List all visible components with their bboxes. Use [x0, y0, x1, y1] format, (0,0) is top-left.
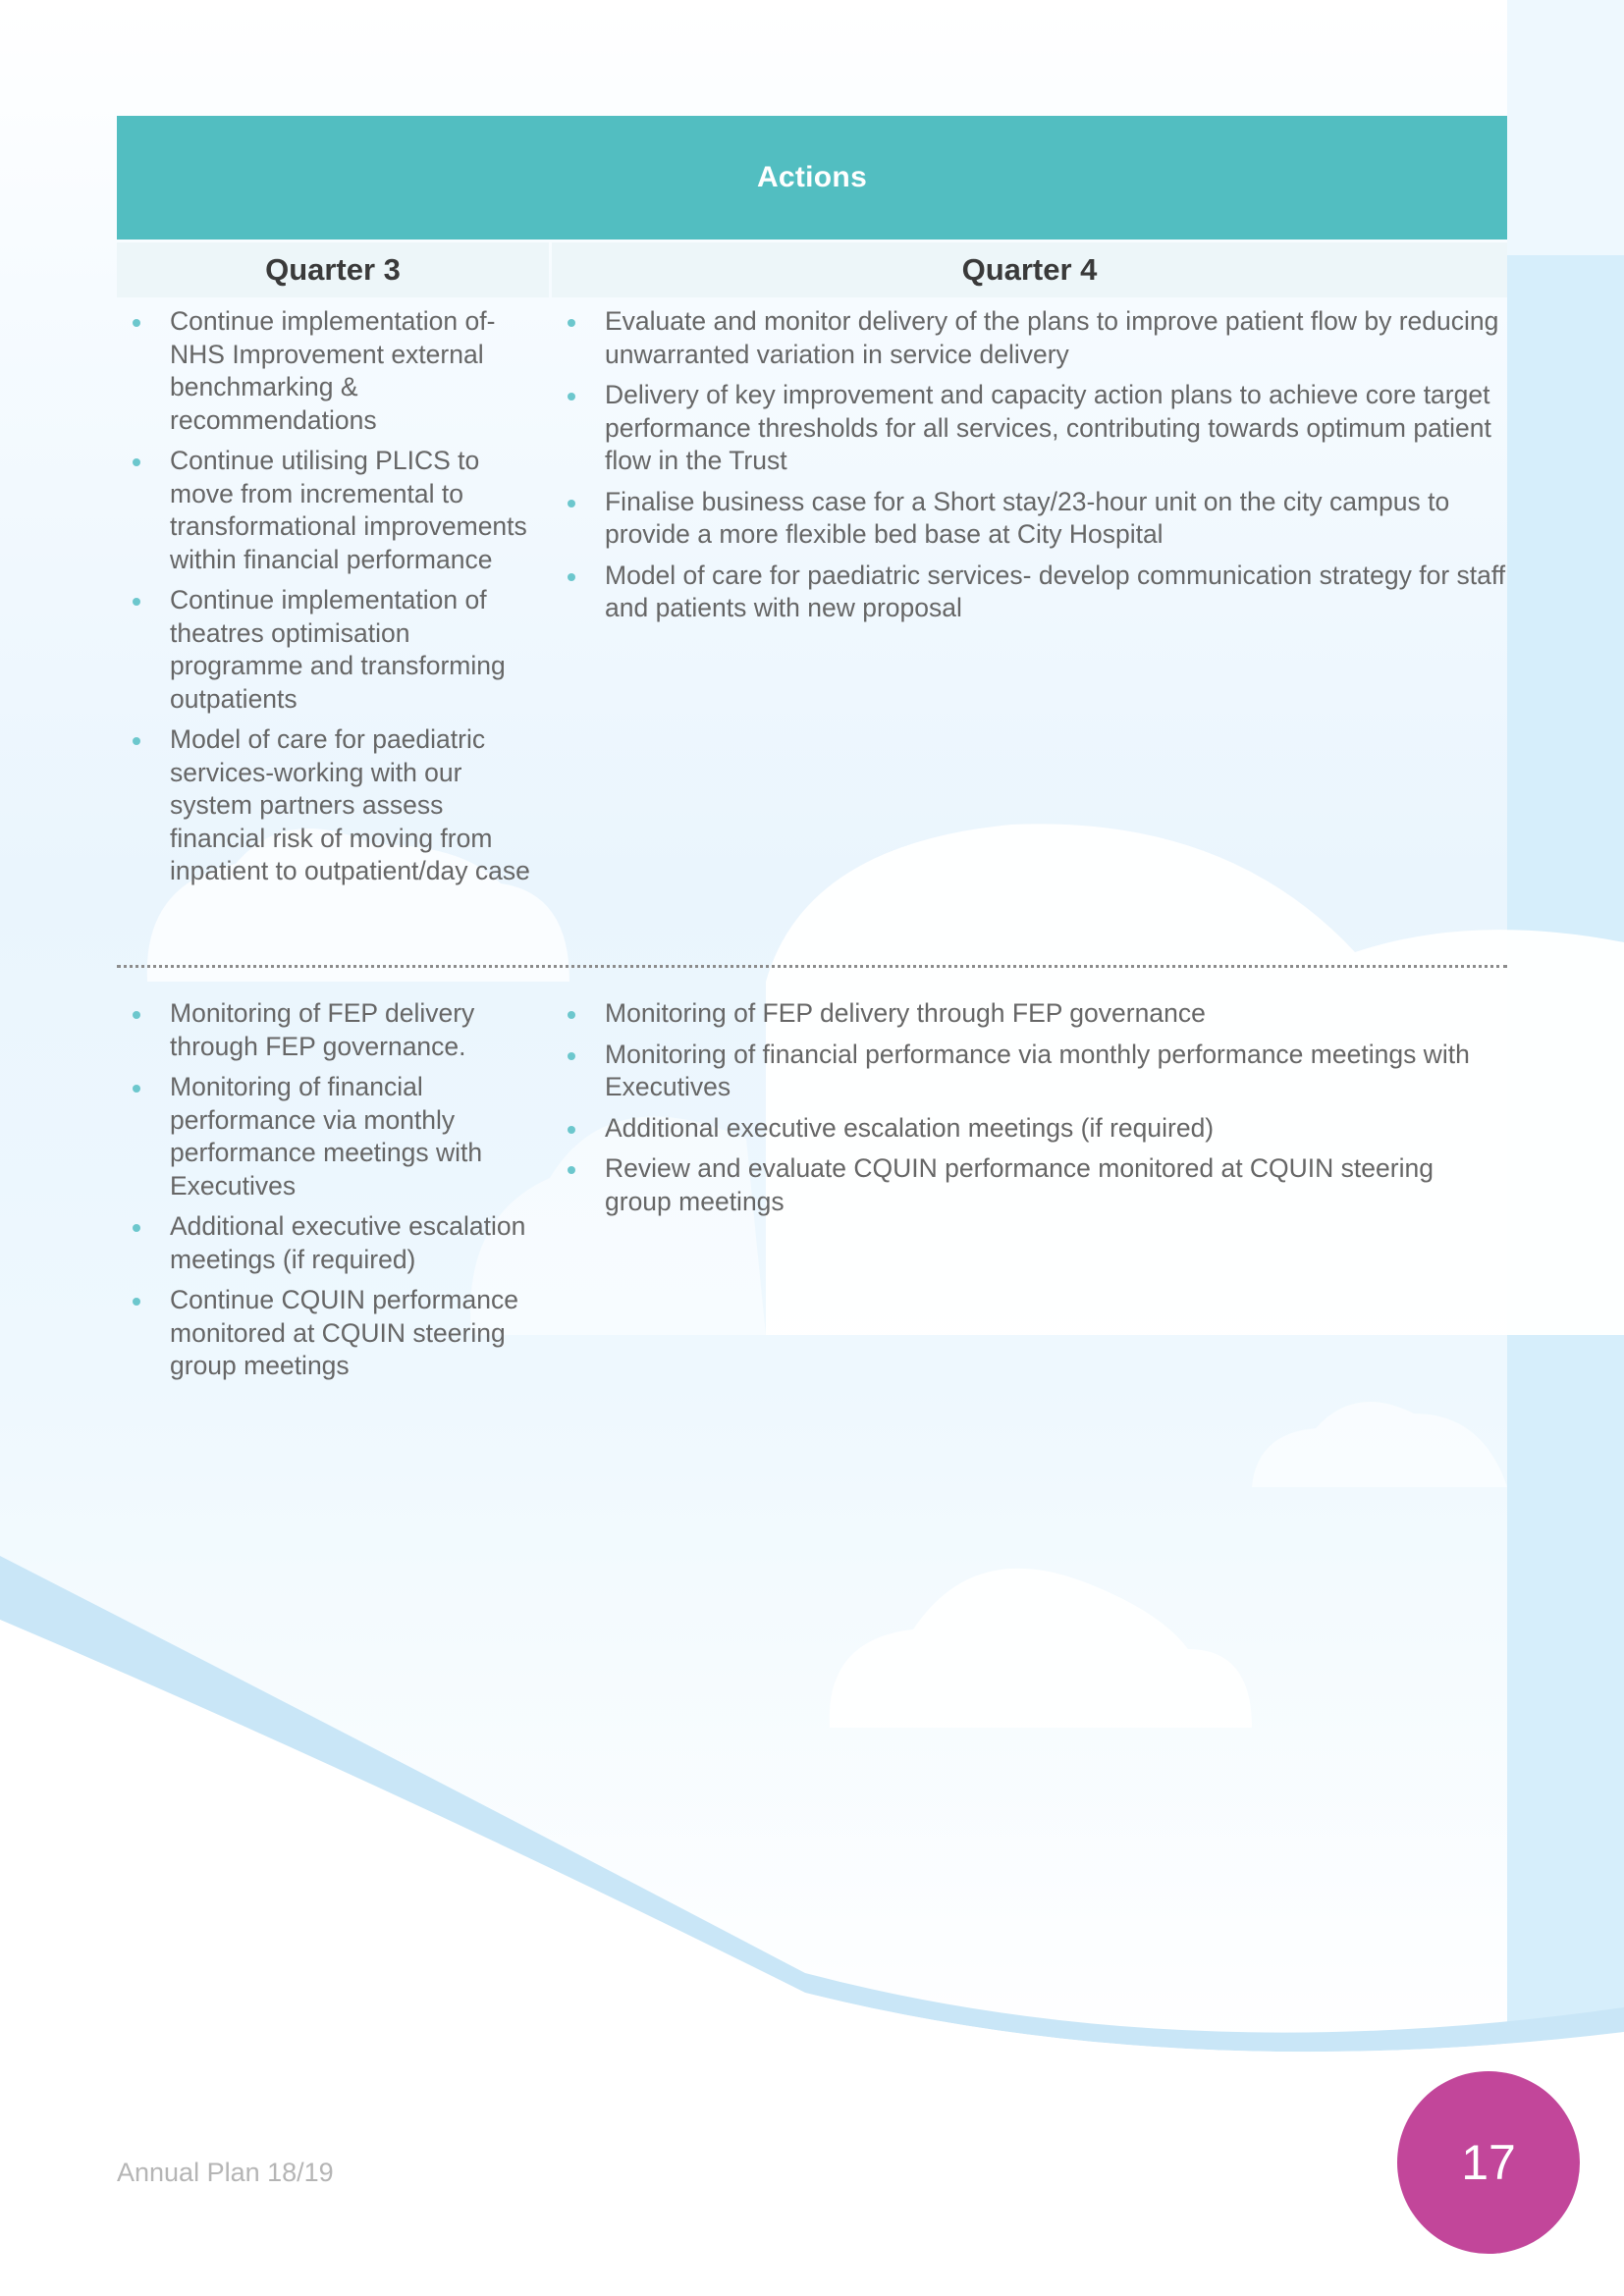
page-number-badge	[1397, 2071, 1580, 2254]
list-item: Continue implementation of theatres optimisation programme and transforming outpatients	[117, 584, 549, 716]
quarter-3-actions-list	[117, 305, 549, 965]
quarter-3-monitoring-list	[117, 997, 549, 1391]
table-column-headers	[117, 242, 1507, 297]
document-title: Annual Plan 18/19	[117, 2158, 334, 2187]
list-item: Delivery of key improvement and capacity action plans to achieve core target performance thresholds for all services, contributing towards optimum patient flow in the Trust	[552, 379, 1507, 478]
list-item: Evaluate and monitor delivery of the plans to improve patient flow by reducing unwarranted variation in service delivery	[552, 305, 1507, 371]
list-item: Model of care for paediatric services- develop communication strategy for staff and patients with new proposal	[552, 560, 1507, 625]
list-item: Finalise business case for a Short stay/23-hour unit on the city campus to provide a more flexible bed base at City Hospital	[552, 486, 1507, 552]
actions-table	[117, 116, 1507, 1391]
list-item: Continue CQUIN performance monitored at CQUIN steering group meetings	[117, 1284, 549, 1383]
quarter-4-monitoring-list	[552, 997, 1507, 1391]
header-quarter-3: Quarter 3	[117, 242, 549, 297]
table-row	[117, 968, 1507, 1391]
list-item: Monitoring of FEP delivery through FEP governance.	[117, 997, 549, 1063]
list-item: Continue utilising PLICS to move from incremental to transformational improvements within financial performance	[117, 445, 549, 576]
actions-banner: Actions	[117, 116, 1507, 240]
list-item: Monitoring of FEP delivery through FEP governance	[552, 997, 1507, 1031]
list-item: Monitoring of financial performance via monthly performance meetings with Executives	[117, 1071, 549, 1202]
list-item: Review and evaluate CQUIN performance monitored at CQUIN steering group meetings	[552, 1152, 1507, 1218]
quarter-4-actions-list	[552, 305, 1507, 965]
list-item: Additional executive escalation meetings (if required)	[552, 1112, 1507, 1146]
list-item: Model of care for paediatric services-working with our system partners assess financial risk of moving from inpatient to outpatient/day case	[117, 723, 549, 888]
list-item: Monitoring of financial performance via monthly performance meetings with Executives	[552, 1039, 1507, 1104]
table-row	[117, 297, 1507, 965]
list-item: Additional executive escalation meetings (if required)	[117, 1210, 549, 1276]
page-number: 17	[1461, 2135, 1516, 2190]
list-item: Continue implementation of- NHS Improvement external benchmarking & recommendations	[117, 305, 549, 437]
header-quarter-4: Quarter 4	[552, 242, 1507, 297]
